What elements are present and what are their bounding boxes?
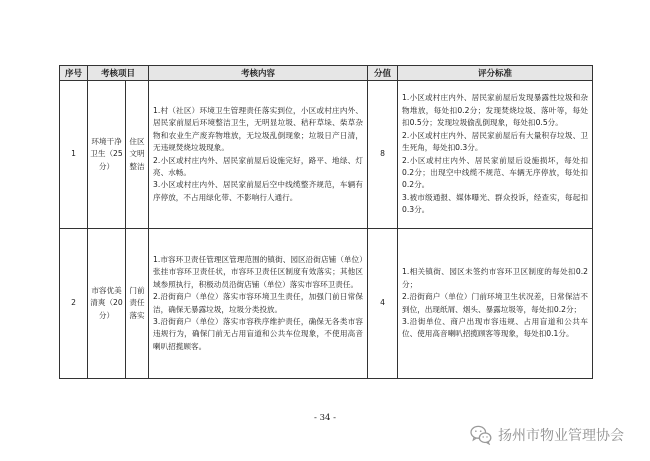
page-number: - 34 - (314, 413, 336, 423)
row-item: 市容优美清爽（20分） (88, 229, 126, 379)
row-subitem: 门前责任落实 (126, 229, 149, 379)
content-paragraph: 3.小区或村庄内外、居民家前屋后空中线缆整齐规范，车辆有序停放，不占用绿化带、不影响行人通行。 (153, 180, 364, 202)
header-score: 分值 (368, 66, 398, 81)
criteria-paragraph: 2.小区或村庄内外、居民家前屋后有大量积存垃圾、卫生死角，每处扣0.3分。 (402, 130, 589, 153)
row-serial: 2 (60, 229, 88, 379)
table-row (60, 229, 593, 379)
row-score: 4 (368, 229, 398, 379)
wechat-icon (470, 425, 492, 445)
row-serial: 1 (60, 81, 88, 229)
content-paragraph: 1.村（社区）环境卫生管理责任落实到位，小区或村庄内外、居民家前屋后环境整洁卫生，无明显垃圾、秸秆草垛、柴草杂物和农业生产废弃物堆放，无垃圾乱倒现象；垃圾日产日清，无违规焚烧垃圾现象。 (153, 105, 364, 153)
table-row (60, 81, 593, 229)
watermark (470, 424, 624, 446)
header-scoring-criteria: 评分标准 (398, 66, 593, 81)
content-paragraph: 2.沿街商户（单位）落实市容环境卫生责任，加强门前日常保洁，确保无暴露垃圾，垃圾分类投放。 (153, 292, 364, 314)
content-paragraph: 2.小区或村庄内外、居民家前屋后设施完好，路平、地绿、灯亮、水畅。 (153, 155, 364, 177)
criteria-paragraph: 1.小区或村庄内外、居民家前屋后发现暴露性垃圾和杂物堆放，每处扣0.2分；发现焚烧垃圾、落叶等，每处扣0.5分；发现垃圾偷乱倒现象，每处扣0.5分。 (402, 93, 589, 128)
header-assessment-item: 考核项目 (88, 66, 149, 81)
table-header-row (60, 66, 593, 81)
row-criteria (398, 229, 593, 379)
criteria-paragraph: 3.被市级通报、媒体曝光、群众投诉，经查实，每起扣0.3分。 (402, 192, 589, 215)
assessment-table (59, 65, 593, 379)
criteria-paragraph: 1.相关镇街、园区未签约市容环卫区制度的每处扣0.2分； (402, 267, 589, 289)
criteria-paragraph: 2.小区或村庄内外、居民家前屋后设施损坏，每处扣0.2分；出现空中线缆不规范、车辆无序停放，每处扣0.2分。 (402, 155, 589, 190)
content-paragraph: 3.沿街商户（单位）落实市容秩序维护责任，确保无各类市容违规行为，确保门前无占用盲道和公共车位现象，不使用高音喇叭招揽顾客。 (153, 316, 364, 351)
header-assessment-content: 考核内容 (149, 66, 368, 81)
row-content (149, 81, 368, 229)
row-content (149, 229, 368, 379)
criteria-paragraph: 2.沿街商户（单位）门前环境卫生状况差，日常保洁不到位，出现纸屑、烟头、暴露垃圾等，每处扣0.2分； (402, 292, 589, 314)
row-item: 环境干净卫生（25分） (88, 81, 126, 229)
row-subitem: 住区文明整洁 (126, 81, 149, 229)
header-serial: 序号 (60, 66, 88, 81)
row-criteria (398, 81, 593, 229)
watermark-text: 扬州市物业管理协会 (498, 428, 624, 444)
row-score: 8 (368, 81, 398, 229)
content-paragraph: 1.市容环卫责任管理区管理范围的镇街、园区沿街店铺（单位）张挂市容环卫责任状，市容环卫责任区制度有效落实；其他区域参照执行，积极动员沿街店铺（单位）落实市容环卫责任。 (153, 254, 364, 289)
criteria-paragraph: 3.沿街单位、商户出现市容违规、占用盲道和公共车位、使用高音喇叭招揽顾客等现象，每处扣0.1分。 (402, 316, 589, 339)
